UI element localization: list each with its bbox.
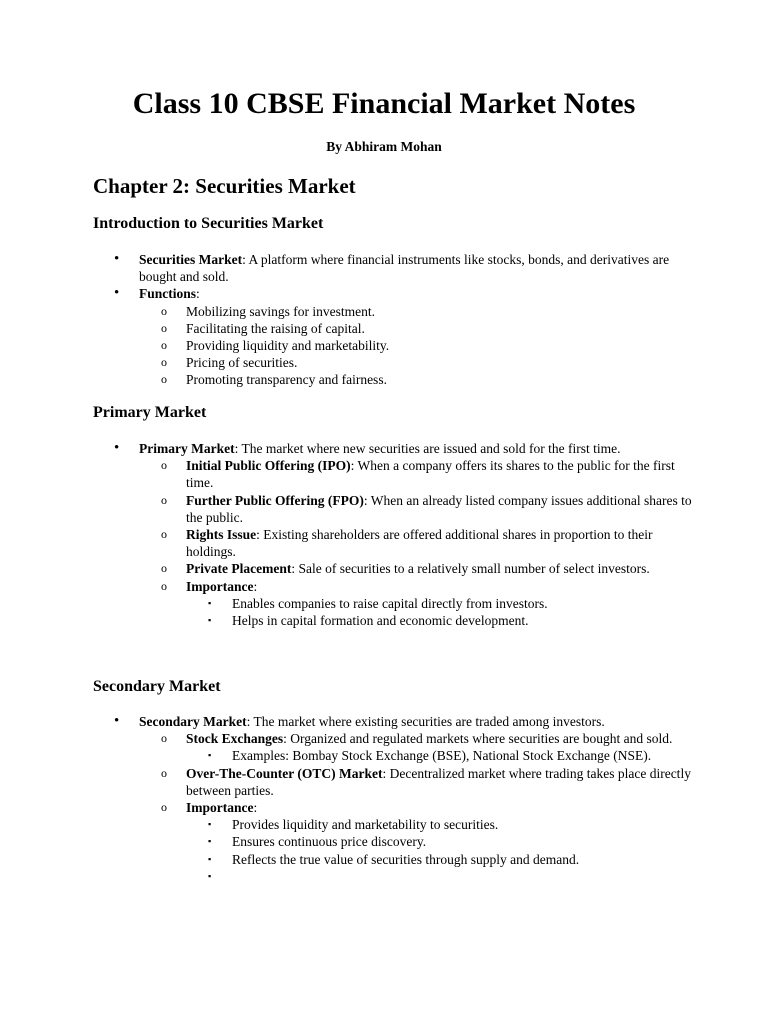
- document-title: Class 10 CBSE Financial Market Notes: [132, 87, 636, 120]
- importance-text: Helps in capital formation and economic development.: [232, 613, 529, 629]
- definition: : Organized and regulated markets where securities are bought and sold.: [283, 731, 673, 747]
- definition: : The market where new securities are issued and sold for the first time.: [234, 441, 621, 456]
- circle-marker: o: [161, 320, 167, 335]
- list-item: [93, 457, 693, 491]
- circle-marker: o: [161, 765, 167, 780]
- square-marker: ▪: [208, 819, 212, 830]
- importance-text: Provides liquidity and marketability to securities.: [232, 817, 499, 833]
- circle-marker: o: [161, 731, 167, 746]
- list-item: [93, 492, 693, 526]
- chapter-heading: Chapter 2: Securities Market: [93, 174, 356, 198]
- square-marker: ▪: [208, 615, 212, 626]
- circle-marker: o: [161, 561, 167, 576]
- term: Rights Issue: [186, 527, 257, 543]
- importance-text: Reflects the true value of securities through supply and demand.: [232, 851, 580, 867]
- term: Initial Public Offering (IPO): [186, 458, 351, 474]
- definition: :: [196, 286, 200, 302]
- function-text: Promoting transparency and fairness.: [186, 372, 387, 388]
- intro-list: [93, 251, 693, 389]
- definition: : When an already listed company issues additional shares to the public.: [186, 492, 692, 525]
- function-text: Pricing of securities.: [186, 355, 298, 371]
- list-item: [93, 713, 693, 730]
- list-item: [93, 799, 693, 816]
- circle-marker: o: [161, 303, 167, 318]
- list-item: [93, 595, 693, 612]
- examples-text: Examples: Bombay Stock Exchange (BSE), National Stock Exchange (NSE).: [232, 748, 652, 764]
- square-marker: ▪: [208, 750, 212, 761]
- function-text: Facilitating the raising of capital.: [186, 320, 365, 336]
- secondary-list: [93, 713, 693, 885]
- function-text: Mobilizing savings for investment.: [186, 303, 375, 319]
- importance-text: [232, 869, 235, 884]
- bullet-marker: •: [114, 285, 120, 302]
- list-item: [93, 320, 693, 337]
- bullet-marker: •: [114, 440, 120, 456]
- bullet-marker: •: [114, 713, 120, 729]
- circle-marker: o: [161, 355, 167, 370]
- square-marker: ▪: [208, 836, 212, 847]
- importance-text: Ensures continuous price discovery.: [232, 834, 427, 850]
- list-item: [93, 371, 693, 388]
- term: Functions: [139, 286, 197, 302]
- definition: : A platform where financial instruments like stocks, bonds, and derivatives are bought and sold.: [139, 252, 670, 285]
- importance-text: Enables companies to raise capital directly from investors.: [232, 595, 548, 611]
- circle-marker: o: [161, 800, 167, 815]
- circle-marker: o: [161, 578, 167, 593]
- square-marker: ▪: [208, 853, 212, 864]
- definition: :: [253, 578, 258, 594]
- list-item: [93, 612, 693, 629]
- term: Secondary Market: [139, 714, 247, 729]
- term: Further Public Offering (FPO): [186, 492, 364, 508]
- section-heading-primary: Primary Market: [93, 404, 207, 421]
- list-item: [93, 747, 693, 764]
- definition: : The market where existing securities are traded among investors.: [246, 714, 605, 729]
- term: Importance: [186, 578, 254, 594]
- definition: : When a company offers its shares to the public for the first time.: [186, 458, 675, 491]
- author-line: By Abhiram Mohan: [326, 139, 442, 154]
- list-item: [93, 251, 693, 285]
- term: Primary Market: [139, 441, 235, 456]
- term: Over-The-Counter (OTC) Market: [186, 765, 383, 781]
- term: Stock Exchanges: [186, 731, 284, 747]
- term: Importance: [186, 800, 254, 816]
- list-item: [93, 816, 693, 833]
- term: Private Placement: [186, 561, 292, 577]
- list-item: [93, 578, 693, 595]
- section-heading-intro: Introduction to Securities Market: [93, 215, 324, 232]
- list-item: [93, 440, 693, 457]
- list-item: [93, 765, 693, 799]
- primary-list: [93, 440, 693, 629]
- circle-marker: o: [161, 492, 167, 507]
- list-item: [93, 560, 693, 577]
- definition: : Decentralized market where trading takes place directly between parties.: [186, 765, 691, 798]
- circle-marker: o: [161, 458, 167, 473]
- term: Securities Market: [139, 252, 243, 267]
- square-marker: ▪: [208, 870, 212, 881]
- list-item: [93, 285, 693, 302]
- bullet-marker: •: [114, 251, 120, 267]
- definition: :: [253, 800, 258, 816]
- square-marker: ▪: [208, 597, 212, 608]
- circle-marker: o: [161, 338, 167, 353]
- list-item: [93, 526, 693, 560]
- list-item: [93, 354, 693, 371]
- circle-marker: o: [161, 527, 167, 542]
- list-item: [93, 303, 693, 320]
- list-item: [93, 730, 693, 747]
- list-item: [93, 833, 693, 850]
- definition: : Sale of securities to a relatively small number of select investors.: [291, 561, 650, 577]
- list-item: [93, 337, 693, 354]
- list-item: [93, 868, 693, 885]
- section-heading-secondary: Secondary Market: [93, 678, 221, 695]
- function-text: Providing liquidity and marketability.: [186, 338, 390, 354]
- circle-marker: o: [161, 372, 167, 387]
- definition: : Existing shareholders are offered additional shares in proportion to their holdings.: [186, 527, 653, 560]
- list-item: [93, 851, 693, 868]
